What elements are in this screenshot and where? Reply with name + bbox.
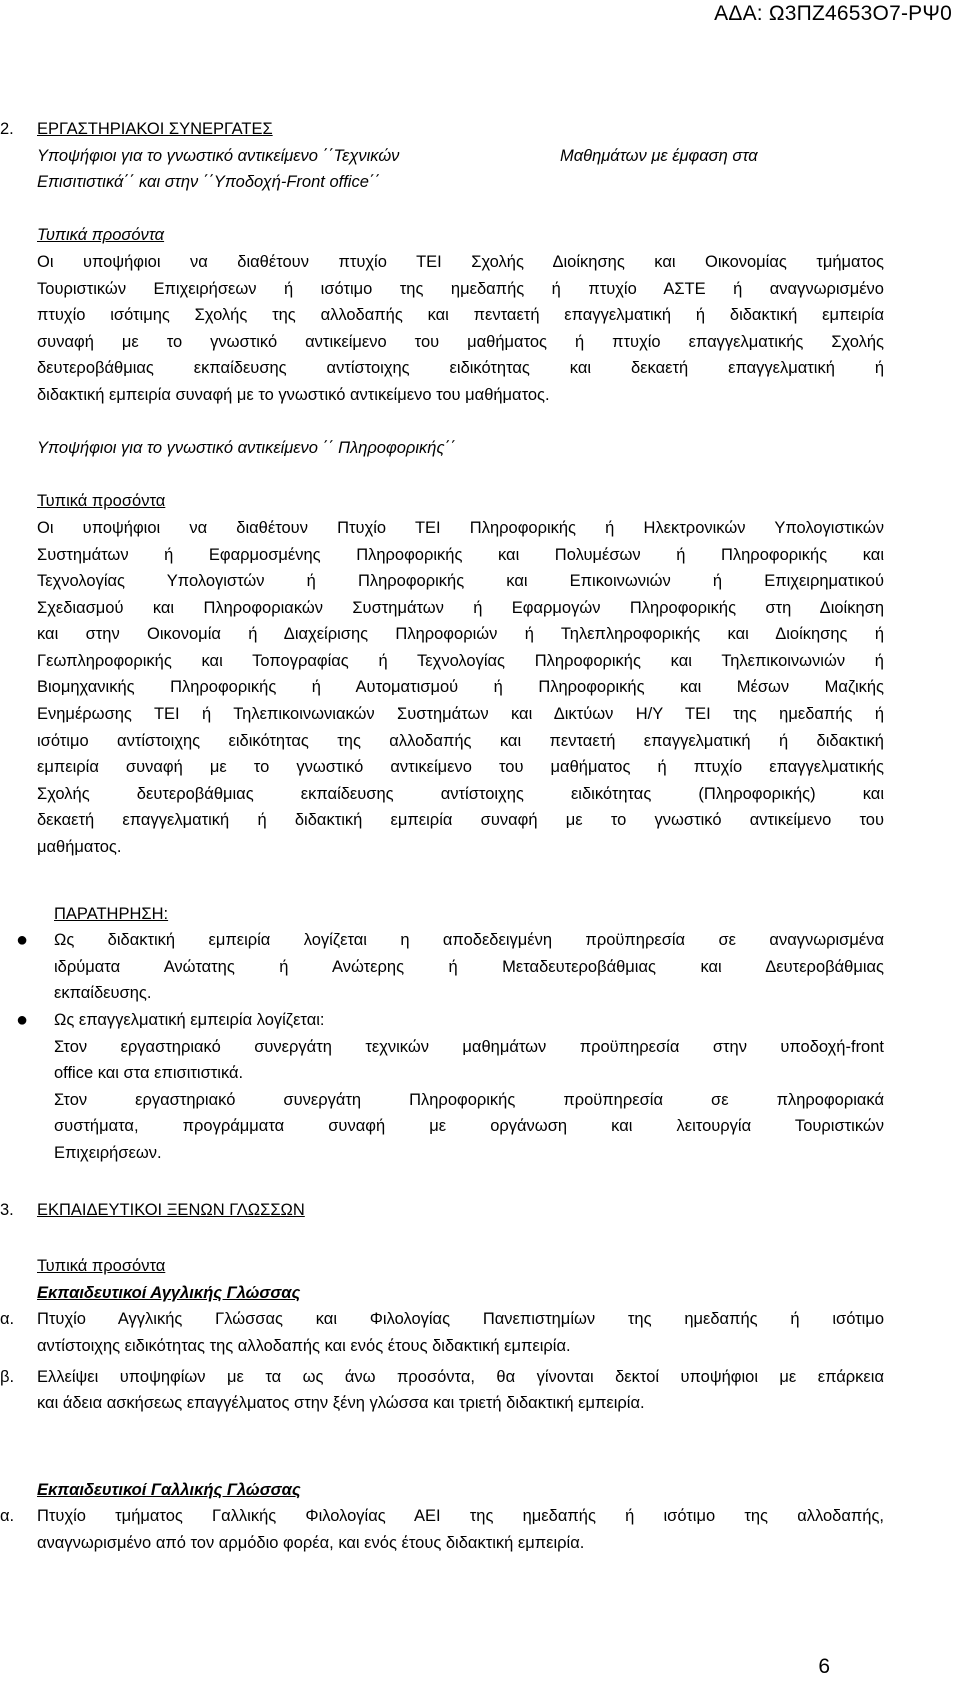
candidates-informatics: Υποψήφιοι για το γνωστικό αντικείμενο ΄΄ Πληροφορικής΄΄ — [37, 439, 456, 458]
page-number: 6 — [818, 1655, 830, 1678]
section-2-title: ΕΡΓΑΣΤΗΡΙΑΚΟΙ ΣΥΝΕΡΓΑΤΕΣ — [37, 120, 273, 138]
qualifications-technical: Οι υποψήφιοι να διαθέτουν πτυχίο ΤΕΙ Σχολής Διοίκησης και Οικονομίας τμήματος Τουριστικών Επιχειρήσεων ή ισότιμο της ημεδαπής ή πτυχίο ΑΣΤΕ ή αναγνωρισμένο πτυχίο ισότιμης Σχολής της αλλοδαπής και πενταετή επαγγελματική ή διδακτική εμπειρία συναφή με το γνωστικό αντικείμενο του μαθήματος ή πτυχίο επαγγελματικής Σχολής δευτεροβάθμιας εκπαίδευσης αντίστοιχης ειδικότητας και δεκαετή επαγγελματική ή διδακτική εμπειρία συναφή με το γνωστικό αντικείμενο του μαθήματος. — [37, 252, 884, 404]
english-heading: Εκπαιδευτικοί Αγγλικής Γλώσσας — [37, 1283, 301, 1302]
english-item-b: β. Ελλείψει υποψηφίων με τα ως άνω προσόντα, θα γίνονται δεκτοί υποψήφιοι με επάρκεια και άδεια ασκήσεως επαγγέλματος στην ξένη γλώσσα και τριετή διδακτική εμπειρία. — [0, 1367, 884, 1413]
section-3-heading — [0, 1197, 960, 1224]
qualifications-informatics: Οι υποψήφιοι να διαθέτουν Πτυχίο ΤΕΙ Πληροφορικής ή Ηλεκτρονικών Υπολογιστικών Συστημάτων ή Εφαρμοσμένης Πληροφορικής και Πολυμέσων ή Πληροφορικής και Τεχνολογίας Υπολογιστών ή Πληροφορικής και Επικοινωνιών ή Επιχειρηματικού Σχεδιασμού και Πληροφοριακών Συστημάτων ή Εφαρμογών Πληροφορικής στη Διοίκηση και στην Οικονομία ή Διαχείρισης Πληροφοριών ή Τηλεπληροφορικής και Διοίκησης ή Γεωπληροφορικής και Τοπογραφίας ή Τεχνολογίας Πληροφορικής και Τηλεπικοινωνιών ή Βιομηχανικής Πληροφορικής ή Αυτοματισμού ή Πληροφορικής και Μέσων Μαζικής Ενημέρωσης ΤΕΙ ή Τηλεπικοινωνιακών Συστημάτων και Δικτύων Η/Υ ΤΕΙ της ημεδαπής ή ισότιμο αντίστοιχης ειδικότητας της αλλοδαπής και πενταετή επαγγελματική ή διδακτική εμπειρία συναφή με το γνωστικό αντικείμενο του μαθήματος ή πτυχίο επαγγελματικής Σχολής δευτεροβάθμιας εκπαίδευσης αντίστοιχης ειδικότητας (Πληροφορικής) και δεκαετή επαγγελματική ή διδακτική εμπειρία συναφή με το γνωστικό αντικείμενο του μαθήματος. — [37, 518, 884, 857]
ada-code: ΑΔΑ: Ω3ΠΖ4653Ο7-ΡΨ0 — [714, 2, 952, 25]
section-3-title: ΕΚΠΑΙΔΕΥΤΙΚΟΙ ΞΕΝΩΝ ΓΛΩΣΣΩΝ — [37, 1200, 305, 1219]
section-2-number: 2. — [0, 120, 14, 138]
note-label: ΠΑΡΑΤΗΡΗΣΗ: — [54, 904, 169, 923]
qualifications-label-1: Τυπικά προσόντα — [37, 226, 165, 245]
note-bullet-1: ● Ως διδακτική εμπειρία λογίζεται η αποδεδειγμένη προϋπηρεσία σε αναγνωρισμένα ιδρύματα Ανώτατης ή Ανώτερης ή Μεταδευτεροβάθμιας και Δευτεροβάθμιας εκπαίδευσης. — [16, 929, 884, 1003]
bullet-icon: ● — [16, 929, 29, 952]
english-item-a: α. Πτυχίο Αγγλικής Γλώσσας και Φιλολογίας Πανεπιστημίων της ημεδαπής ή ισότιμο αντίστοιχης ειδικότητας της αλλοδαπής και ενός έτους διδακτική εμπειρία. — [0, 1310, 884, 1355]
candidates-technical: Υποψήφιοι για το γνωστικό αντικείμενο ΄΄Τεχνικών Μαθημάτων με έμφαση στα Επισιτιστικά΄΄ και στην ΄΄Υποδοχή-Front office΄΄ — [37, 146, 758, 192]
document-body — [0, 116, 960, 1557]
qualifications-label-2: Τυπικά προσόντα — [37, 492, 166, 511]
french-item-a: α. Πτυχίο τμήματος Γαλλικής Φιλολογίας ΑΕΙ της ημεδαπής ή ισότιμο της αλλοδαπής, αναγνωρισμένο από τον αρμόδιο φορέα, και ενός έτους διδακτική εμπειρία. — [0, 1507, 884, 1552]
qualifications-label-3: Τυπικά προσόντα — [37, 1257, 166, 1276]
section-2-heading — [0, 116, 960, 143]
french-heading: Εκπαιδευτικοί Γαλλικής Γλώσσας — [37, 1480, 301, 1499]
note-bullet-2: ● Ως επαγγελματική εμπειρία λογίζεται: Στον εργαστηριακό συνεργάτη τεχνικών μαθημάτων προϋπηρεσία στην υποδοχή-front office και στα επισιτιστικά. Στον εργαστηριακό συνεργάτη Πληροφορικής προϋπηρεσία σε πληροφοριακά συστήματα, προγράμματα συναφή με οργάνωση και λειτουργία Τουριστικών Επιχειρήσεων. — [16, 1009, 884, 1162]
bullet-icon: ● — [16, 1009, 29, 1031]
section-3-number: 3. — [0, 1200, 14, 1219]
